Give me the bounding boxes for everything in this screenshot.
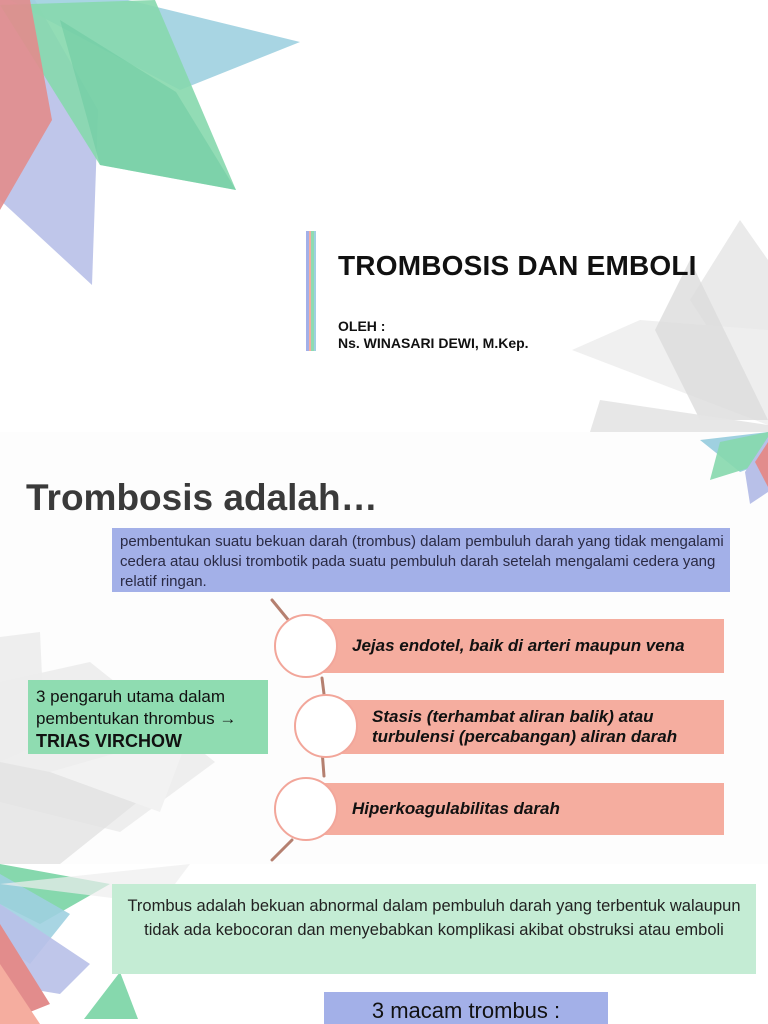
factor-item bbox=[306, 783, 724, 835]
byline-label: OLEH : bbox=[338, 318, 386, 334]
trias-title: TRIAS VIRCHOW bbox=[36, 731, 182, 751]
trombus-definition: Trombus adalah bekuan abnormal dalam pembuluh darah yang terbentuk walaupun tidak ada kebocoran dan menyebabkan komplikasi akibat obstruksi atau emboli bbox=[112, 884, 756, 974]
definition-box: pembentukan suatu bekuan darah (trombus) dalam pembuluh darah yang tidak mengalami cedera atau oklusi trombotik pada suatu pembuluh darah setelah mengalami cedera yang relatif ringan. bbox=[112, 528, 730, 592]
factor-text: Stasis (terhambat aliran balik) atau turbulensi (percabangan) aliran darah bbox=[372, 707, 678, 746]
slide-title: TROMBOSIS DAN EMBOLI bbox=[338, 250, 697, 281]
factor-marker bbox=[294, 694, 358, 758]
trombus-slide bbox=[0, 864, 768, 1024]
factor-item bbox=[306, 619, 724, 673]
trombus-types-heading: 3 macam trombus : bbox=[324, 992, 608, 1024]
definition-slide bbox=[0, 432, 768, 864]
decorative-petals bbox=[0, 0, 768, 432]
factor-text: Jejas endotel, baik di arteri maupun vena bbox=[352, 636, 685, 655]
title-accent-bar bbox=[306, 231, 316, 351]
trias-virchow-box bbox=[28, 680, 268, 754]
factor-item bbox=[330, 700, 724, 754]
trias-intro: 3 pengaruh utama dalam pembentukan thrombus → bbox=[36, 687, 237, 728]
factor-marker bbox=[274, 614, 338, 678]
factor-text: Hiperkoagulabilitas darah bbox=[352, 799, 560, 818]
title-slide bbox=[0, 0, 768, 432]
section-heading: Trombosis adalah… bbox=[26, 477, 378, 518]
author-name: Ns. WINASARI DEWI, M.Kep. bbox=[338, 335, 529, 351]
factor-marker bbox=[274, 777, 338, 841]
byline bbox=[338, 318, 529, 352]
